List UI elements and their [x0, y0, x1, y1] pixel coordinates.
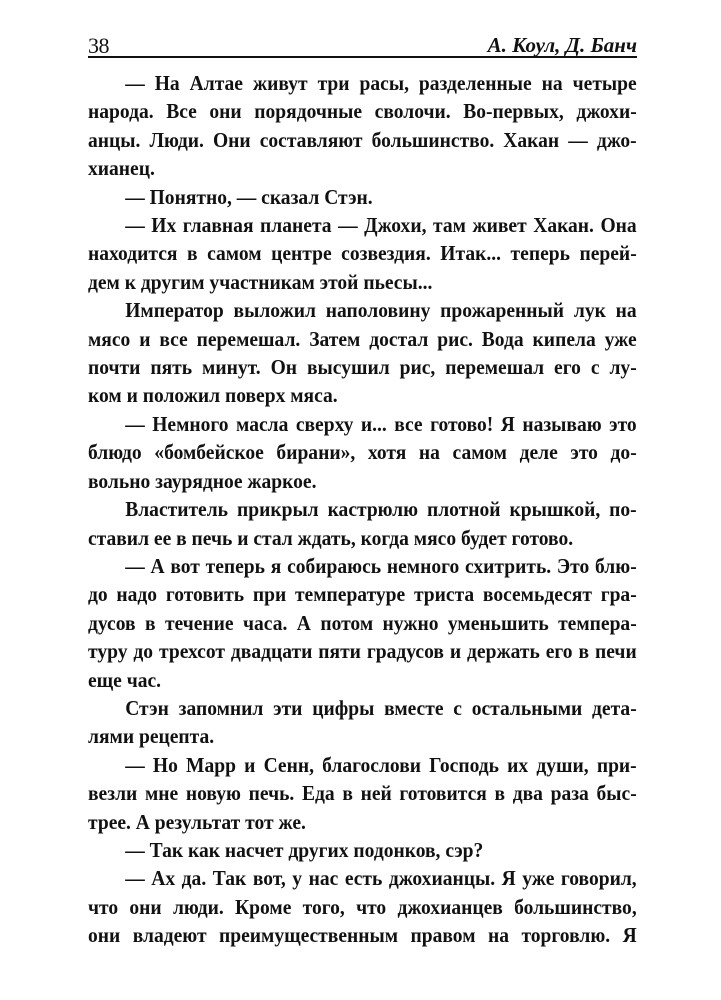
text-line: почти пять минут. Он высушил рис, перемешал его с лу- [88, 355, 637, 380]
text-line: находится в самом центре созвездия. Итак... теперь перей- [88, 241, 637, 266]
text-line: Властитель прикрыл кастрюлю плотной крышкой, по- [125, 497, 637, 522]
text-line: — Немного масла сверху и... все готово! Я называю это [125, 411, 637, 436]
text-line: мясо и все перемешал. Затем достал рис. Вода кипела уже [88, 326, 637, 351]
text-line: анцы. Люди. Они составляют большинство. Хакан — джо- [88, 127, 637, 152]
text-line: — Их главная планета — Джохи, там живет Хакан. Она [125, 213, 637, 238]
text-line: — На Алтае живут три расы, разделенные на четыре [125, 71, 637, 95]
text-line: вольно заурядное жаркое. [88, 468, 317, 493]
paragraph [88, 211, 637, 296]
text-line: — А вот теперь я собираюсь немного схитрить. Это блю- [125, 553, 637, 578]
paragraph [88, 410, 637, 495]
text-line: до надо готовить при температуре триста восемьдесят гра- [88, 582, 637, 607]
paragraph [88, 183, 637, 211]
paragraph [88, 495, 637, 552]
text-line: трее. А результат тот же. [88, 809, 306, 834]
text-line: хианец. [88, 156, 155, 181]
text-line: — Ах да. Так вот, у нас есть джохианцы. Я уже говорил, [125, 866, 637, 891]
paragraph [88, 836, 637, 864]
text-line: дем к другим участникам этой пьесы... [88, 269, 433, 294]
text-line: туру до трехсот двадцати пяти градусов и держать его в печи [88, 639, 637, 664]
page-header [88, 30, 637, 58]
paragraph [88, 751, 637, 836]
text-line: еще час. [88, 667, 162, 692]
text-line: везли мне новую печь. Еда в ней готовится в два раза быс- [88, 781, 637, 806]
text-line: блюдо «бомбейское бирани», хотя на самом деле это до- [88, 440, 637, 465]
text-line: — Но Марр и Сенн, благослови Господь их души, при- [125, 752, 637, 777]
text-line: лями рецепта. [88, 724, 215, 749]
text-line: — Понятно, — сказал Стэн. [125, 184, 373, 209]
text-line: ком и положил поверх мяса. [88, 383, 338, 408]
paragraph [88, 552, 637, 694]
paragraph [88, 69, 637, 183]
paragraph [88, 296, 637, 410]
paragraph [88, 864, 637, 949]
text-line: Стэн запомнил эти цифры вместе с остальными дета- [125, 695, 637, 720]
text-line: они владеют преимущественным правом на торговлю. Я [88, 923, 637, 948]
text-line: что они люди. Кроме того, что джохианцев большинство, [88, 894, 637, 919]
text-line: ставил ее в печь и стал ждать, когда мясо будет готово. [88, 525, 574, 550]
body-text [88, 69, 637, 950]
text-line: Император выложил наполовину прожаренный лук на [125, 298, 637, 323]
text-line: дусов в течение часа. А потом нужно уменьшить темпера- [88, 610, 637, 635]
running-head-authors: А. Коул, Д. Банч [487, 33, 637, 57]
text-line: народа. Все они порядочные сволочи. Во-первых, джохи- [88, 99, 637, 124]
paragraph [88, 694, 637, 751]
page-number: 38 [88, 33, 109, 58]
text-line: — Так как насчет других подонков, сэр? [125, 837, 484, 862]
